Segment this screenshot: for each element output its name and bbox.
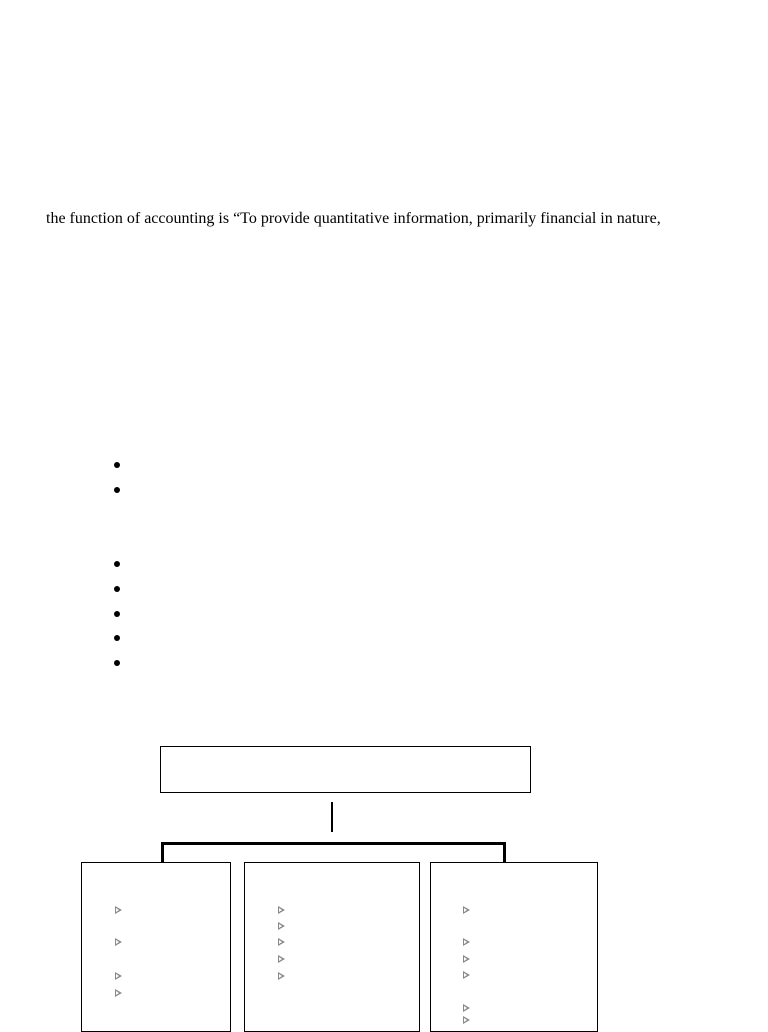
arrow-bullet-icon — [278, 922, 285, 930]
arrow-bullet-icon — [115, 906, 122, 914]
arrow-bullet-icon — [278, 906, 285, 914]
connector-horizontal — [161, 842, 506, 845]
arrow-bullet-icon — [463, 955, 470, 963]
bullet-point — [114, 561, 120, 567]
bullet-point — [114, 635, 120, 641]
diagram-top-box — [160, 746, 531, 793]
bullet-point — [114, 660, 120, 666]
arrow-bullet-icon — [115, 938, 122, 946]
diagram-column-2 — [244, 862, 420, 1032]
bullet-point — [114, 462, 120, 468]
arrow-bullet-icon — [463, 938, 470, 946]
arrow-bullet-icon — [463, 906, 470, 914]
bullet-point — [114, 611, 120, 617]
arrow-bullet-icon — [115, 989, 122, 997]
arrow-bullet-icon — [278, 972, 285, 980]
bullet-point — [114, 586, 120, 592]
arrow-bullet-icon — [463, 1004, 470, 1012]
bullet-point — [114, 487, 120, 493]
arrow-bullet-icon — [115, 972, 122, 980]
arrow-bullet-icon — [278, 938, 285, 946]
connector-right-drop — [503, 842, 506, 862]
connector-vertical — [331, 802, 333, 832]
arrow-bullet-icon — [278, 955, 285, 963]
diagram-column-1 — [81, 862, 231, 1032]
arrow-bullet-icon — [463, 971, 470, 979]
connector-left-drop — [161, 842, 164, 862]
intro-paragraph: the function of accounting is “To provide quantitative information, primarily financial in nature, — [46, 210, 661, 227]
diagram-column-3 — [430, 862, 598, 1032]
arrow-bullet-icon — [463, 1016, 470, 1024]
